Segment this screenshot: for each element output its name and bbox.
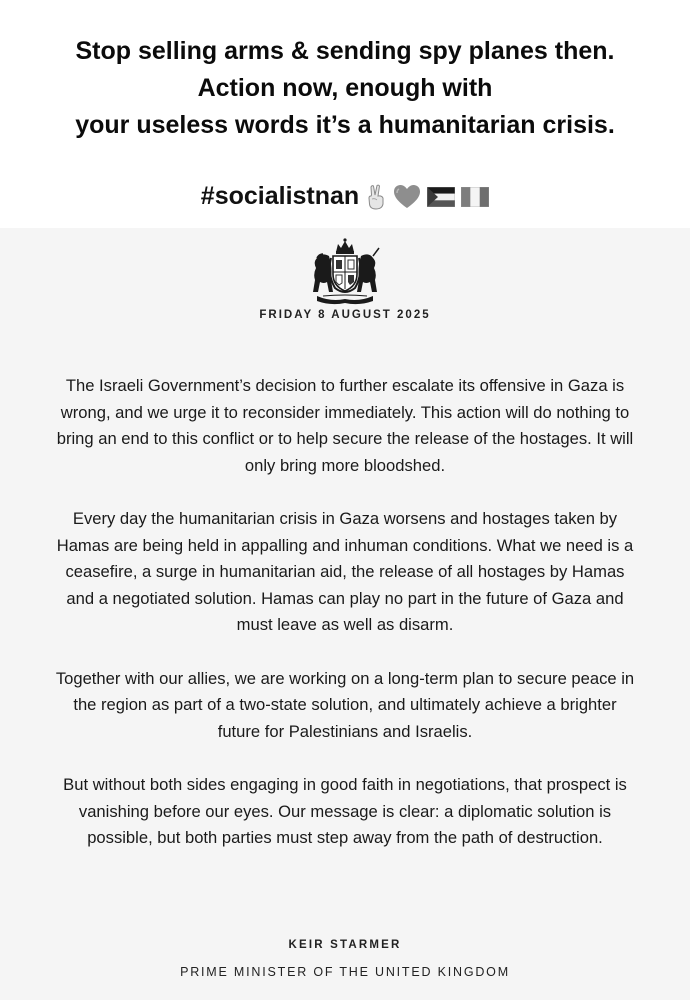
- victory-hand-icon: [365, 183, 387, 211]
- grey-heart-icon: [393, 184, 421, 210]
- statement-paragraph: But without both sides engaging in good faith in negotiations, that prospect is vanishing before our eyes. Our message is clear: a diplomatic solution is possible, but both parties must step away from the path of destruction.: [63, 775, 627, 847]
- palestine-flag-icon: [427, 187, 455, 207]
- statement-paragraph: Together with our allies, we are working on a long-term plan to secure peace in the region as part of a two-state solution, and ultimately achieve a brighter future for Palestinians and Israelis.: [55, 668, 635, 741]
- statement-body: [55, 373, 635, 879]
- statement-date: FRIDAY 8 AUGUST 2025: [259, 309, 431, 321]
- signer-role: PRIME MINISTER OF THE UNITED KINGDOM: [180, 965, 510, 979]
- caption-area: [0, 0, 690, 228]
- royal-coat-of-arms-icon: [303, 236, 387, 308]
- hashtag-row: [0, 182, 690, 211]
- statement-paragraph: Every day the humanitarian crisis in Gaza worsens and hostages taken by Hamas are being held in appalling and inhuman conditions. What we need is a ceasefire, a surge in humanitarian aid, the release of all hostages by Hamas and a negotiated solution. Hamas can play no part in the future of Gaza and must leave as well as disarm.: [56, 509, 634, 634]
- caption-text: [0, 0, 690, 144]
- statement-paragraph: The Israeli Government’s decision to further escalate its offensive in Gaza is wrong, and we urge it to reconsider immediately. This action will do nothing to bring an end to this conflict or to help secure the release of the hostages. It will only bring more bloodshed.: [56, 376, 634, 475]
- caption-line: your useless words it’s a humanitarian crisis.: [75, 111, 615, 139]
- italy-flag-icon: [461, 187, 489, 207]
- caption-line: Stop selling arms & sending spy planes then.: [75, 37, 615, 65]
- caption-line: Action now, enough with: [197, 74, 493, 102]
- signer-name: KEIR STARMER: [288, 939, 402, 951]
- statement-document: [0, 228, 690, 1000]
- hashtag: #socialistnan: [200, 182, 360, 210]
